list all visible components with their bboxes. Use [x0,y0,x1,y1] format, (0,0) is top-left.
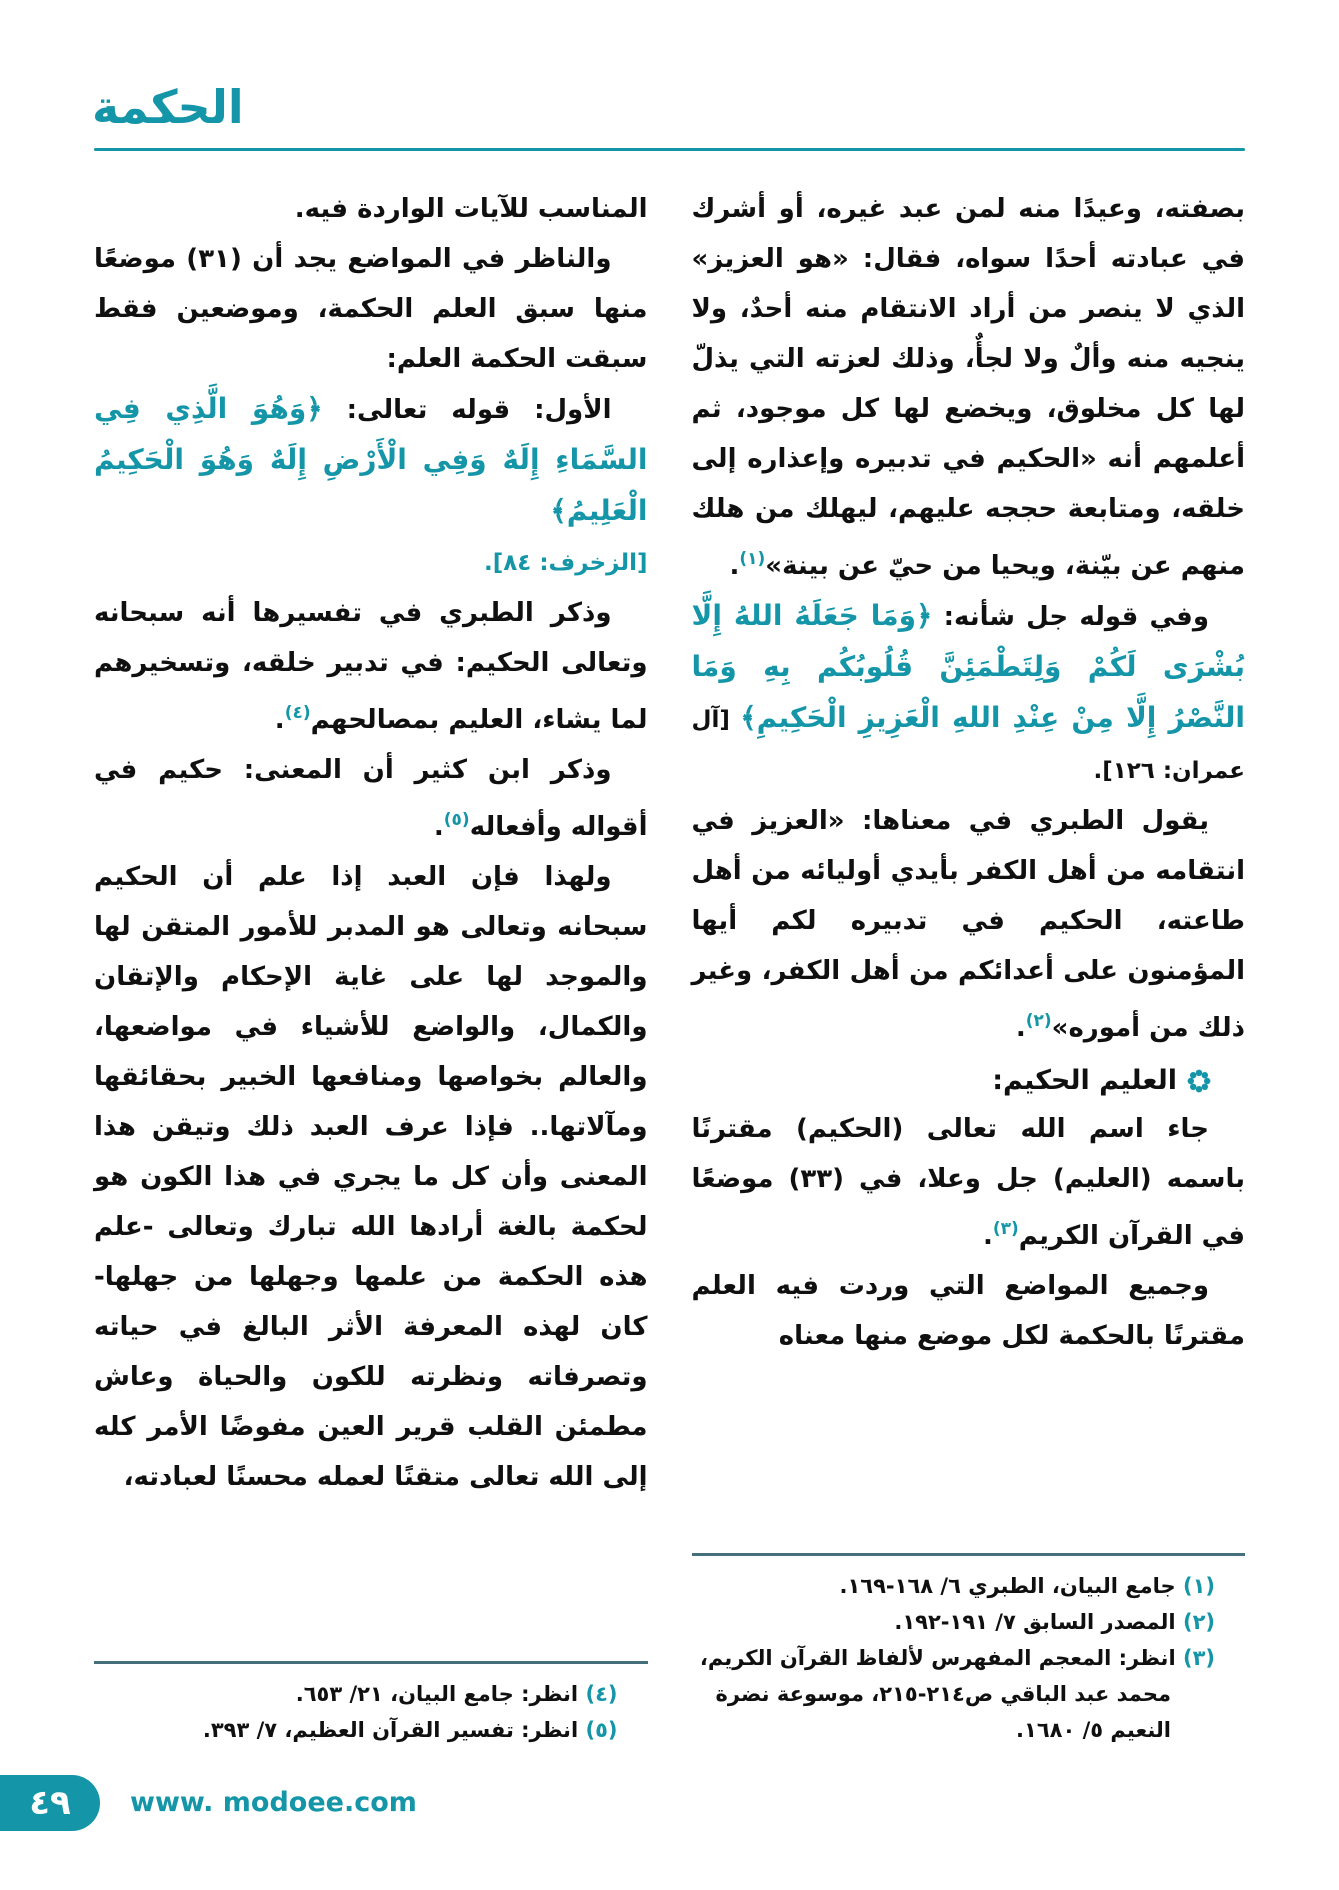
quran-verse: ﴿وَهُوَ الَّذِي فِي السَّمَاءِ إِلَهٌ وَفِي الْأَرْضِ إِلَهٌ وَهُوَ الْحَكِيمُ الْعَلِيمُ﴾ [94,392,648,527]
column-right-main [692,184,1246,1361]
footnote-marker: (١) [739,549,766,569]
heading-text: العليم الحكيم: [992,1065,1177,1096]
page-number: ٤٩ [29,1783,71,1823]
verse-reference: [الزخرف: ٨٤]. [484,550,648,576]
paragraph [94,537,648,588]
column-left-main [94,184,648,1502]
text-columns [94,184,1245,1748]
text-run: وذكر ابن كثير أن المعنى: حكيم في أقواله وأفعاله [94,755,648,842]
column-left-footnotes [94,1676,648,1748]
verse-reference: [آل عمران: ١٢٦]. [691,707,1245,784]
footnote-number: (١) [1175,1574,1215,1598]
paragraph [692,591,1246,796]
quran-verse: ﴿وَمَا جَعَلَهُ اللهُ إِلَّا بُشْرَى لَكُمْ وَلِتَطْمَئِنَّ قُلُوبُكُم بِهِ وَمَا النَّصْرُ إِلَّا مِنْ عِنْدِ اللهِ الْعَزِيزِ الْحَكِيمِ﴾ [691,599,1246,734]
chapter-title: الحكمة [92,80,244,134]
footnote [692,1568,1246,1604]
column-right-footer [692,1553,1246,1748]
footnote [692,1604,1246,1640]
paragraph [94,852,648,1502]
footnote-number: (٤) [578,1682,618,1706]
footnote-text: جامع البيان، الطبري ٦/ ١٦٨-١٦٩. [839,1574,1176,1598]
paragraph [94,184,648,234]
text-run: وفي قوله جل شأنه: [932,602,1209,632]
text-run: بصفته، وعيدًا منه لمن عبد غيره، أو أشرك في عبادته أحدًا سواه، فقال: «هو العزيز» الذي لا ينصر من أراد الانتقام منه أحدٌ، ولا ينجيه منه وألٌ ولا لجأٌ، وذلك لعزته التي يذلّ لها كل مخلوق، ويخضع لها كل موجود، ثم أعلمهم أنه «الحكيم في تدبيره وإعذاره إلى خلقه، ومتابعة حججه عليهم، ليهلك من هلك منهم عن بيّنة، ويحيا من حيّ عن بينة» [691,194,1245,581]
website-url: www. modoee.com [130,1787,417,1818]
footnote-marker: (٤) [284,703,311,723]
footnote-number: (٣) [1175,1646,1215,1670]
text-run: جاء اسم الله تعالى (الحكيم) مقترنًا باسمه (العليم) جل وعلا، في (٣٣) موضعًا في القرآن الكريم [691,1114,1245,1251]
footnote [94,1712,648,1748]
paragraph [692,1261,1246,1361]
footnote-rule-right [692,1553,1246,1556]
text-run: . [982,1221,993,1251]
footnote [692,1640,1246,1748]
paragraph [94,234,648,384]
footnote-number: (٢) [1175,1610,1215,1634]
footnote [94,1676,648,1712]
footnote-marker: (٢) [1025,1011,1052,1031]
section-heading [692,1065,1246,1096]
paragraph [94,745,648,852]
column-right-footnotes [692,1568,1246,1748]
column-left [94,184,648,1748]
footnote-marker: (٣) [992,1219,1019,1239]
header-rule [94,148,1245,151]
paragraph [692,796,1246,1053]
text-run: . [433,812,444,842]
column-right [692,184,1246,1748]
text-run: وذكر الطبري في تفسيرها أنه سبحانه وتعالى الحكيم: في تدبير خلقه، وتسخيرهم لما يشاء، العليم بمصالحهم [94,598,648,735]
paragraph [692,1104,1246,1261]
column-left-footer [94,1661,648,1748]
text-run: ولهذا فإن العبد إذا علم أن الحكيم سبحانه وتعالى هو المدبر للأمور المتقن لها والموجد لها على غاية الإحكام والإتقان والكمال، والواضع للأشياء في مواضعها، والعالم بخواصها ومنافعها الخبير بحقائقها ومآلاتها.. فإذا عرف العبد ذلك وتيقن هذا المعنى وأن كل ما يجري في هذا الكون هو لحكمة بالغة أرادها الله تبارك وتعالى -علم هذه الحكمة من علمها وجهلها من جهلها- كان لهذه المعرفة الأثر البالغ في حياته وتصرفاته ونظرته للكون والحياة وعاش مطمئن القلب قرير العين مفوضًا الأمر كله إلى الله تعالى متقنًا لعمله محسنًا لعبادته، [94,862,648,1492]
footnote-text: انظر: المعجم المفهرس لألفاظ القرآن الكريم، محمد عبد الباقي ص٢١٤-٢١٥، موسوعة نضرة النعيم ٥/ ١٦٨٠. [699,1646,1176,1742]
paragraph [94,384,648,537]
paragraph [94,588,648,745]
text-run: . [729,551,740,581]
footnote-text: المصدر السابق ٧/ ١٩١-١٩٢. [894,1610,1176,1634]
text-run: . [1015,1013,1026,1043]
text-run: . [274,705,285,735]
footnote-marker: (٥) [443,810,470,830]
footnote-text: انظر: تفسير القرآن العظيم، ٧/ ٣٩٣. [202,1718,579,1742]
footnote-rule-left [94,1661,648,1664]
text-run: والناظر في المواضع يجد أن (٣١) موضعًا منها سبق العلم الحكمة، وموضعين فقط سبقت الحكمة العلم: [94,244,648,374]
text-run: الأول: قوله تعالى: [322,395,612,425]
paragraph [692,184,1246,591]
footnote-number: (٥) [578,1718,618,1742]
page-number-tab [0,1775,100,1831]
text-run: وجميع المواضع التي وردت فيه العلم مقترنًا بالحكمة لكل موضع منها معناه [691,1271,1245,1351]
text-run: يقول الطبري في معناها: «العزيز في انتقامه من أهل الكفر بأيدي أوليائه من أهل طاعته، الحكيم في تدبيره لكم أيها المؤمنون على أعدائكم من أهل الكفر، وغير ذلك من أموره» [691,806,1245,1043]
footnote-text: انظر: جامع البيان، ٢١/ ٦٥٣. [295,1682,579,1706]
florette-icon [1187,1069,1211,1093]
text-run: المناسب للآيات الواردة فيه. [294,194,648,224]
